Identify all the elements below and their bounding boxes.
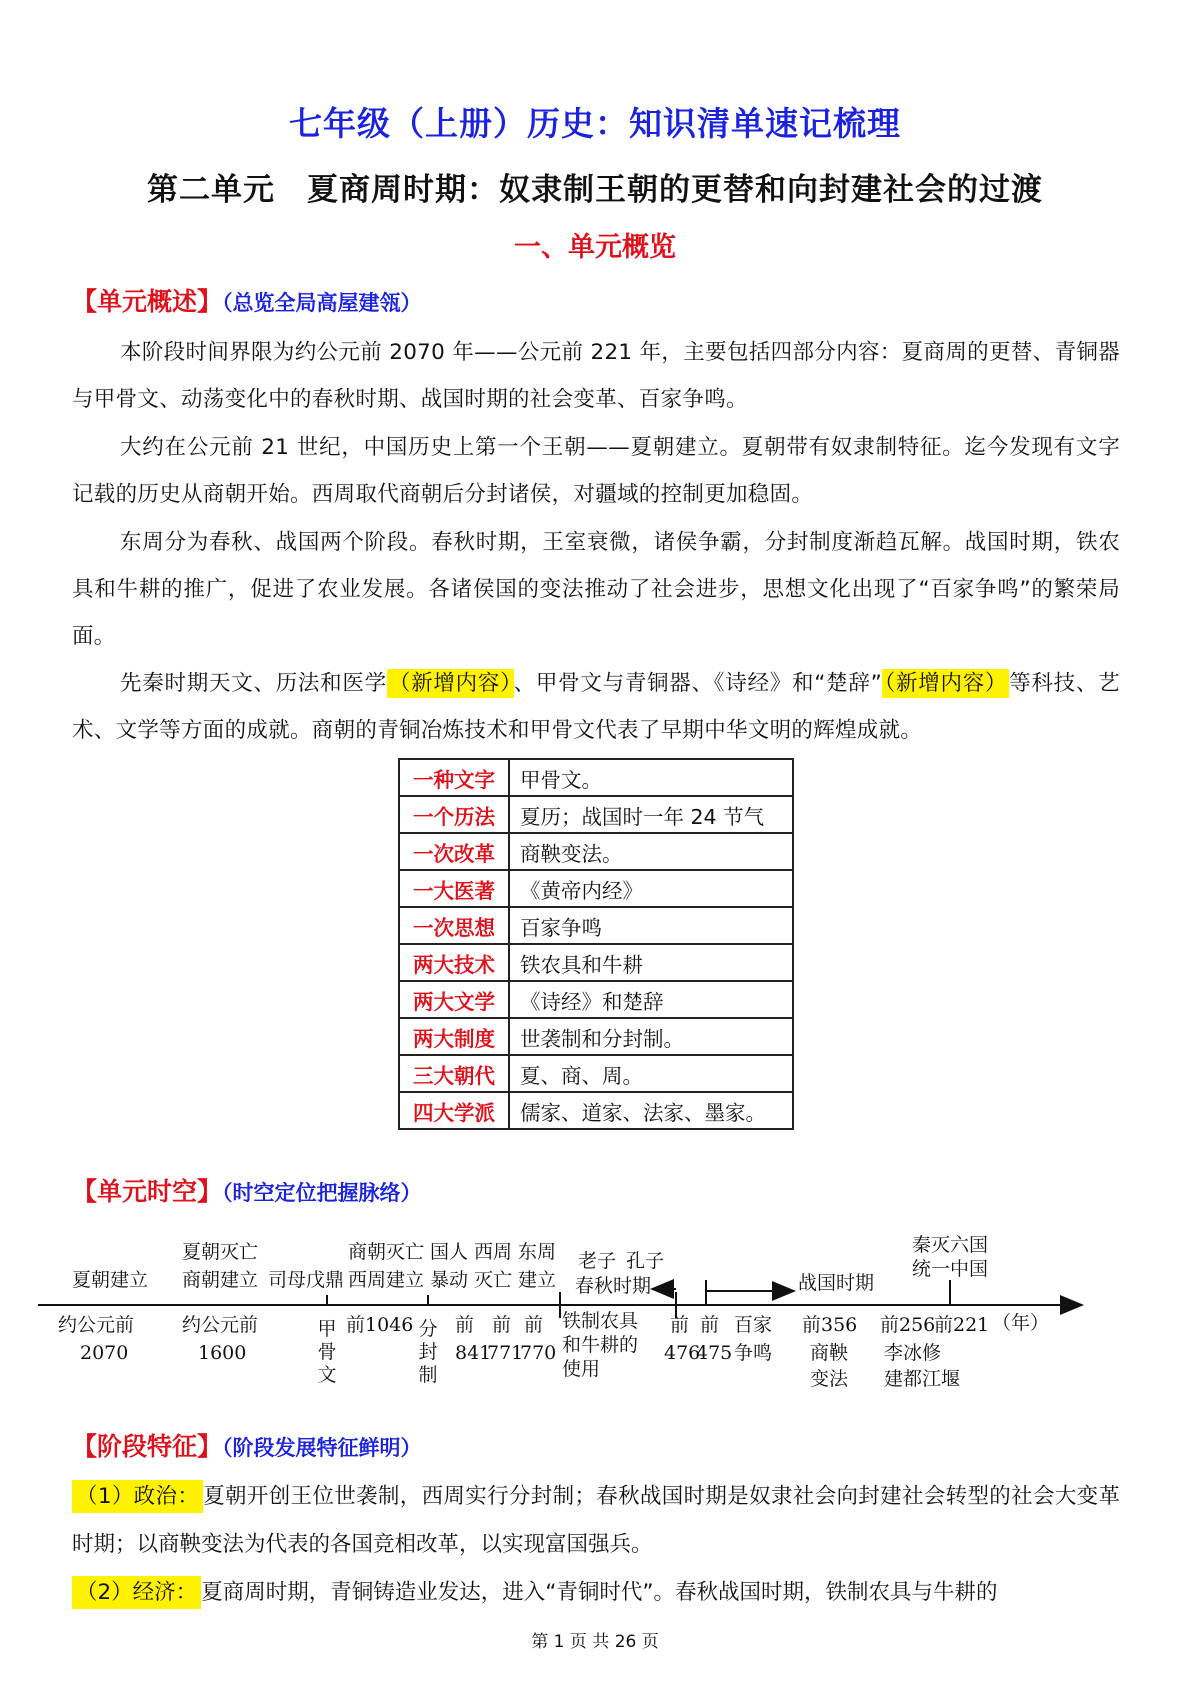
summary-row <box>399 759 793 796</box>
event-simuwu-ding: 司母戊鼎 <box>268 1269 345 1291</box>
summary-key: 一种文字 <box>399 759 509 796</box>
section-title: 一、单元概览 <box>514 232 676 263</box>
p4-part-a: 先秦时期天文、历法和医学 <box>120 671 387 696</box>
event-xizhou: 西周 <box>474 1241 513 1263</box>
date-2070: 2070 <box>80 1342 129 1364</box>
overview-paragraph-1: 本阶段时间界限为约公元前 2070 年——公元前 221 年，主要包括四部分内容：夏商周的更替、青铜器与甲骨文、动荡变化中的春秋时期、战国时期的社会变革、百家争鸣。 <box>72 340 1120 412</box>
note-libing-2: 建都江堰 <box>884 1368 961 1390</box>
date-1046: 前1046 <box>346 1314 414 1336</box>
date-1600-label: 约公元前 <box>182 1314 259 1336</box>
event-kongzi: 孔子 <box>626 1250 665 1272</box>
stage-economy <box>72 1569 1120 1617</box>
event-xizhou-founded: 西周建立 <box>348 1269 425 1291</box>
overview-paragraph-3: 东周分为春秋、战国两个阶段。春秋时期，王室衰微，诸侯争霸，分封制度渐趋瓦解。战国时期，铁农具和牛耕的推广，促进了农业发展。各诸侯国的变法推动了社会进步，思想文化出现了“百家争鸣”的繁荣局面。 <box>72 530 1120 649</box>
event-xizhou-fall: 灭亡 <box>474 1269 513 1291</box>
summary-value: 商鞅变法。 <box>509 833 793 870</box>
stage-heading-sub: （阶段发展特征鲜明） <box>222 1436 422 1460</box>
date-356: 前356 <box>802 1314 858 1336</box>
summary-key: 三大朝代 <box>399 1055 509 1092</box>
summary-key: 两大技术 <box>399 944 509 981</box>
date-771-prefix: 前 <box>492 1314 512 1336</box>
stage-politics <box>72 1473 1120 1569</box>
note-baijia-1: 百家 <box>734 1314 773 1336</box>
summary-row <box>399 796 793 833</box>
p4-part-c: 等科技、艺术、文学等方面的成就。商朝的青铜冶炼技术和甲骨文代表了早期中华文明的辉煌成就。 <box>72 671 1120 743</box>
summary-value: 儒家、道家、法家、墨家。 <box>509 1092 793 1129</box>
date-475-prefix: 前 <box>700 1314 720 1336</box>
axis-unit-year: （年） <box>992 1312 1050 1334</box>
summary-row <box>399 981 793 1018</box>
summary-key: 两大文学 <box>399 981 509 1018</box>
date-841-prefix: 前 <box>455 1314 475 1336</box>
politics-text: 夏朝开创王位世袭制，西周实行分封制；春秋战国时期是奴隶社会向封建社会转型的社会大变革时期；以商鞅变法为代表的各国竞相改革，以实现富国强兵。 <box>72 1484 1120 1557</box>
summary-key: 四大学派 <box>399 1092 509 1129</box>
summary-value: 世袭制和分封制。 <box>509 1018 793 1055</box>
summary-key: 一次改革 <box>399 833 509 870</box>
economy-label: （2）经济： <box>72 1576 201 1609</box>
summary-row <box>399 907 793 944</box>
note-shangyang-2: 变法 <box>810 1368 849 1390</box>
timeline <box>0 1232 1190 1392</box>
event-xia-founded: 夏朝建立 <box>72 1269 149 1291</box>
new-content-badge-2: （新增内容） <box>884 671 1008 696</box>
note-baijia-2: 争鸣 <box>734 1342 773 1364</box>
summary-value: 《诗经》和楚辞 <box>509 981 793 1018</box>
summary-value: 夏历；战国时一年 24 节气 <box>509 796 793 833</box>
spacetime-heading <box>72 1172 422 1208</box>
summary-key: 一次思想 <box>399 907 509 944</box>
event-dongzhou: 东周 <box>518 1241 557 1263</box>
summary-value: 甲骨文。 <box>509 759 793 796</box>
p4-part-b: 、甲骨文与青铜器、《诗经》和“楚辞” <box>513 671 883 696</box>
summary-value: 夏、商、周。 <box>509 1055 793 1092</box>
date-221: 前221 <box>934 1314 990 1336</box>
overview-paragraph-2: 大约在公元前 21 世纪，中国历史上第一个王朝——夏朝建立。夏朝带有奴隶制特征。迄今发现有文字记载的历史从商朝开始。西周取代商朝后分封诸侯，对疆域的控制更加稳固。 <box>72 435 1120 507</box>
summary-value: 百家争鸣 <box>509 907 793 944</box>
spacetime-heading-sub: （时空定位把握脉络） <box>222 1181 422 1205</box>
period-zhanguo: 战国时期 <box>798 1272 875 1294</box>
date-475: 475 <box>696 1342 733 1364</box>
note-libing-1: 李冰修 <box>884 1342 942 1364</box>
date-476-prefix: 前 <box>670 1314 690 1336</box>
event-qin-conquest: 秦灭六国 <box>912 1234 989 1256</box>
event-dongzhou-founded: 建立 <box>518 1269 557 1291</box>
event-shang-fall: 商朝灭亡 <box>348 1241 425 1263</box>
date-841: 841 <box>455 1342 492 1364</box>
period-chunqiu: 春秋时期 <box>575 1275 652 1297</box>
date-1600: 1600 <box>198 1342 247 1364</box>
summary-value: 铁农具和牛耕 <box>509 944 793 981</box>
unit-title: 第二单元 夏商周时期：奴隶制王朝的更替和向封建社会的过渡 <box>147 172 1043 208</box>
date-771: 771 <box>487 1342 524 1364</box>
note-jiaguwen: 甲骨文 <box>317 1318 337 1386</box>
summary-key: 一个历法 <box>399 796 509 833</box>
summary-key: 一大医著 <box>399 870 509 907</box>
summary-row <box>399 1092 793 1129</box>
event-shang-founded: 商朝建立 <box>182 1269 259 1291</box>
note-iron-tools-2: 和牛耕的 <box>562 1334 639 1356</box>
summary-table <box>398 758 794 1130</box>
note-shangyang-1: 商鞅 <box>810 1342 849 1364</box>
event-qin-unification: 统一中国 <box>912 1258 989 1280</box>
summary-row <box>399 1055 793 1092</box>
politics-label: （1）政治： <box>72 1480 203 1513</box>
summary-key: 两大制度 <box>399 1018 509 1055</box>
date-770: 770 <box>520 1342 557 1364</box>
economy-text: 夏商周时期，青铜铸造业发达，进入“青铜时代”。春秋战国时期，铁制农具与牛耕的 <box>201 1580 998 1605</box>
note-iron-tools-1: 铁制农具 <box>562 1310 639 1332</box>
page-footer: 第 1 页 共 26 页 <box>531 1632 659 1652</box>
date-770-prefix: 前 <box>524 1314 544 1336</box>
overview-heading <box>72 282 422 318</box>
stage-heading <box>72 1427 422 1463</box>
overview-heading-label: 【单元概述】 <box>72 287 223 316</box>
stage-heading-label: 【阶段特征】 <box>72 1432 223 1461</box>
summary-row <box>399 833 793 870</box>
note-iron-tools-3: 使用 <box>562 1358 601 1380</box>
overview-heading-sub: （总览全局高屋建瓴） <box>222 291 422 315</box>
date-256: 前256 <box>880 1314 936 1336</box>
summary-row <box>399 944 793 981</box>
event-baodong: 暴动 <box>430 1269 469 1291</box>
document-title: 七年级（上册）历史：知识清单速记梳理 <box>289 104 901 143</box>
new-content-badge-1: （新增内容） <box>388 671 512 696</box>
spacetime-heading-label: 【单元时空】 <box>72 1177 223 1206</box>
summary-value: 《黄帝内经》 <box>509 870 793 907</box>
overview-paragraph-4 <box>72 660 1120 754</box>
date-476: 476 <box>664 1342 701 1364</box>
summary-row <box>399 1018 793 1055</box>
event-laozi: 老子 <box>578 1250 617 1272</box>
note-fenfeng: 分封制 <box>418 1318 438 1386</box>
date-2070-label: 约公元前 <box>58 1314 135 1336</box>
event-xia-fall: 夏朝灭亡 <box>182 1241 259 1263</box>
summary-row <box>399 870 793 907</box>
event-guoren: 国人 <box>430 1241 469 1263</box>
